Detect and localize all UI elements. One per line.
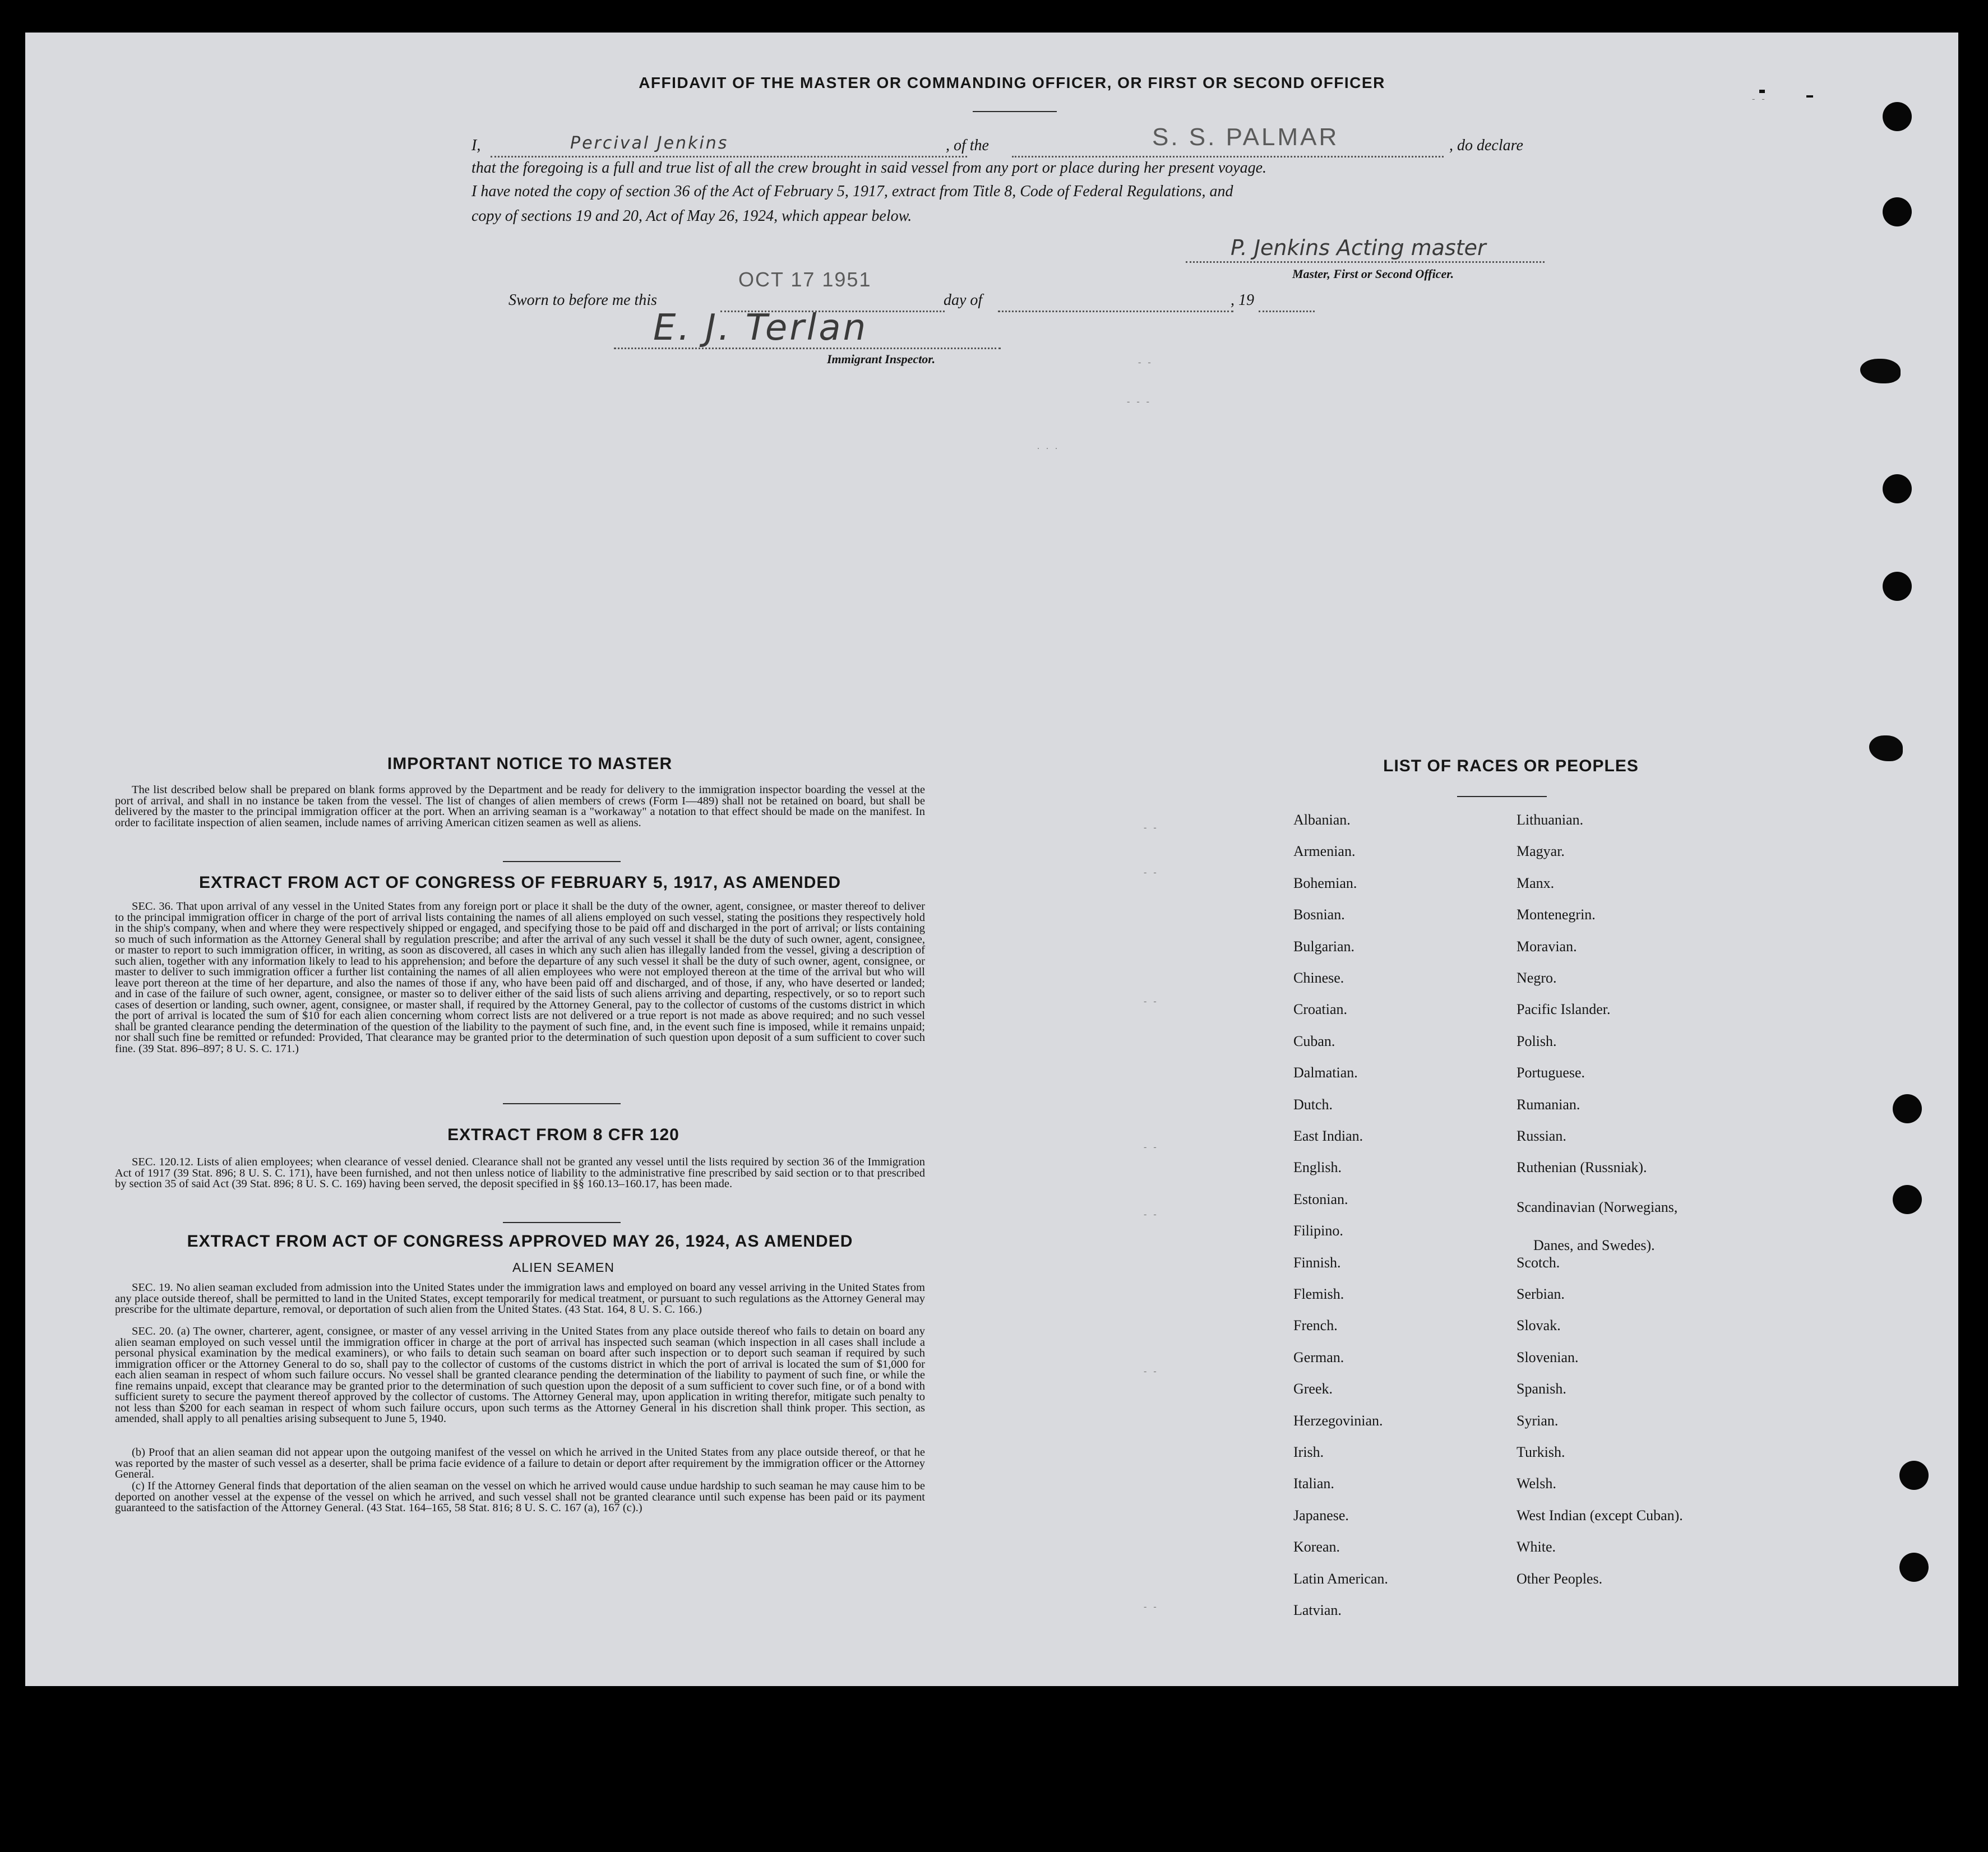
extract-1924-heading: EXTRACT FROM ACT OF CONGRESS APPROVED MAY 26, 1924, AS AMENDED xyxy=(187,1232,853,1251)
race-item: Bulgarian. xyxy=(1293,938,1355,955)
extract-1917-heading: EXTRACT FROM ACT OF CONGRESS OF FEBRUARY 5, 1917, AS AMENDED xyxy=(198,873,842,892)
binder-hole xyxy=(1883,572,1912,601)
race-item: English. xyxy=(1293,1159,1342,1176)
race-item: Magyar. xyxy=(1517,843,1565,860)
extract-1924-sec20b: (b) Proof that an alien seaman did not appear upon the outgoing manifest of the vessel on which he arrived in the United States from any place outside thereof, or that he was reported by the master of such vessel as a deserter, shall be prima facie evidence of a failure to detain or deport after requirement by the immigration officer or the Attorney General. xyxy=(115,1446,925,1480)
master-signature: P. Jenkins Acting master xyxy=(1231,235,1486,260)
race-item: Pacific Islander. xyxy=(1517,1001,1611,1018)
affidavit-i-label: I, xyxy=(471,137,481,154)
extract-1924-sec19: SEC. 19. No alien seaman excluded from admission into the United States under the immigration laws and employed on board any vessel arriving in the United States from any place outside thereof, shall be permitted to land in the United States, except temporarily for medical treatment, or pursuant to such regulations as the Attorney General may prescribe for the ultimate departure, removal, or deportation of such alien from the United States. (43 Stat. 164, 8 U. S. C. 166.) xyxy=(115,1281,925,1316)
master-name-line xyxy=(491,156,967,158)
column-marks: - - xyxy=(1144,823,1159,832)
notice-heading: IMPORTANT NOTICE TO MASTER xyxy=(387,754,673,773)
race-item: Armenian. xyxy=(1293,843,1356,860)
binder-hole xyxy=(1893,1185,1922,1214)
race-item: Korean. xyxy=(1293,1539,1340,1555)
binder-hole xyxy=(1899,1461,1929,1490)
affidavit-title: AFFIDAVIT OF THE MASTER OR COMMANDING OFFICER, OR FIRST OR SECOND OFFICER xyxy=(639,74,1385,91)
race-item: Bohemian. xyxy=(1293,874,1357,891)
column-marks: - - xyxy=(1752,94,1767,104)
document-page xyxy=(25,33,1958,1686)
race-item: French. xyxy=(1293,1317,1338,1334)
title-divider xyxy=(973,111,1057,112)
extract-cfr-divider xyxy=(503,1222,621,1223)
affidavit-body-line3: copy of sections 19 and 20, Act of May 26, 1924, which appear below. xyxy=(471,207,912,225)
race-item: Finnish. xyxy=(1293,1254,1341,1271)
of-the-label: , of the xyxy=(946,137,989,154)
column-marks: - - xyxy=(1144,1210,1159,1219)
race-item: Manx. xyxy=(1517,874,1555,891)
do-declare-label: , do declare xyxy=(1449,137,1523,154)
binder-hole xyxy=(1883,474,1912,503)
race-item: Montenegrin. xyxy=(1517,906,1596,923)
race-item: Rumanian. xyxy=(1517,1096,1580,1113)
inspector-caption: Immigrant Inspector. xyxy=(827,352,936,366)
sworn-label: Sworn to before me this xyxy=(508,291,657,309)
vessel-name-line xyxy=(1012,156,1444,158)
binder-hole xyxy=(1893,1094,1922,1123)
race-item: East Indian. xyxy=(1293,1128,1363,1144)
race-item: Negro. xyxy=(1517,970,1557,986)
extract-cfr-heading: EXTRACT FROM 8 CFR 120 xyxy=(447,1126,679,1144)
race-item: Russian. xyxy=(1517,1128,1566,1144)
affidavit-body-line2: I have noted the copy of section 36 of the Act of February 5, 1917, extract from Title 8, Code of Federal Regulations, and xyxy=(471,183,1233,200)
race-item: Japanese. xyxy=(1293,1507,1349,1524)
race-item: Scandinavian (Norwegians, xyxy=(1517,1198,1678,1215)
column-marks: - - xyxy=(1138,358,1153,367)
race-item: Irish. xyxy=(1293,1444,1324,1460)
column-marks: - - xyxy=(1144,1367,1159,1376)
vessel-name-stamp: S. S. PALMAR xyxy=(1152,123,1339,151)
column-marks: - - xyxy=(1144,1602,1159,1612)
race-item: Italian. xyxy=(1293,1475,1334,1492)
race-item: Latvian. xyxy=(1293,1602,1342,1618)
top-right-marks xyxy=(1759,90,1765,93)
race-item: Danes, and Swedes). xyxy=(1533,1237,1655,1254)
race-item: Flemish. xyxy=(1293,1286,1344,1302)
race-item: Greek. xyxy=(1293,1381,1333,1397)
column-marks: - - xyxy=(1144,997,1159,1006)
race-item: Welsh. xyxy=(1517,1475,1556,1492)
extract-1917-divider xyxy=(503,1103,621,1104)
race-item: Estonian. xyxy=(1293,1191,1348,1207)
top-right-marks xyxy=(1806,95,1813,98)
inspector-signature: E. J. Terlan xyxy=(653,307,868,349)
race-item: Slovenian. xyxy=(1517,1349,1579,1365)
extract-1917-text: SEC. 36. That upon arrival of any vessel in the United States from any foreign port or place it shall be the duty of the owner, agent, consignee, or master thereof to deliver to the principal immigration officer in charge of the port of arrival lists containing the names of all aliens employed on such vessel, stating the positions they respectively hold in the ship's company, when and where they were respectively shipped or engaged, and specifying those to be paid off and discharged in the port of arrival; or lists containing so much of such information as the Attorney General shall by regulation prescribe; and after the arrival of any such vessel it shall be the duty of such owner, agent, consignee, or master to report to such immigration officer, in writing, as soon as discovered, all cases in which any such alien has illegally landed from the vessel, giving a description of such alien, together with any information likely to lead to his apprehension; and before the departure of any such vessel it shall be the duty of such owner, agent, consignee, or master to deliver to such immigration officer a further list containing the names of all alien employees who were not employed thereon at the time of the arrival but who will leave port thereon at the time of her departure, and also the names of those if any, who have been paid off and discharged, and of those, if any, who have deserted or landed; and in case of the failure of such owner, agent, consignee, or master so to deliver either of the said lists of such aliens arriving and departing, respectively, or so to report such cases of desertion or landing, such owner, agent, consignee, or master shall, if required by the Attorney General, pay to the collector of customs of the customs district in which the port of arrival is located the sum of $10 for each alien concerning whom correct lists are not delivered or a true report is not made as above required; and no such vessel shall be granted clearance pending the determination of the question of the liability to the payment of such fine, and, in the event such fine is imposed, while it remains unpaid; nor shall such fine be remitted or refunded: Provided, That clearance may be granted prior to the determination of such question upon deposit of a sum sufficient to cover such fine. (39 Stat. 896–897; 8 U. S. C. 171.) xyxy=(115,900,925,1055)
column-marks: - - xyxy=(1144,1142,1159,1152)
race-item: Chinese. xyxy=(1293,970,1344,986)
race-item: Lithuanian. xyxy=(1517,812,1584,828)
race-item: Portuguese. xyxy=(1517,1064,1585,1081)
year-label: , 19 xyxy=(1231,291,1254,309)
races-divider xyxy=(1457,796,1547,797)
race-item: Slovak. xyxy=(1517,1317,1561,1334)
date-stamp: OCT 17 1951 xyxy=(738,268,872,291)
race-item: Cuban. xyxy=(1293,1033,1335,1049)
race-item: Croatian. xyxy=(1293,1001,1348,1018)
sworn-year-line xyxy=(1259,311,1315,312)
race-item: Dalmatian. xyxy=(1293,1064,1358,1081)
master-name-handwritten: Percival Jenkins xyxy=(570,133,729,153)
master-signature-line xyxy=(1186,261,1545,263)
race-item: Latin American. xyxy=(1293,1570,1388,1587)
race-item: Albanian. xyxy=(1293,812,1351,828)
race-item: Dutch. xyxy=(1293,1096,1333,1113)
race-item: Filipino. xyxy=(1293,1223,1343,1239)
binder-hole xyxy=(1883,197,1912,226)
race-item: Bosnian. xyxy=(1293,906,1345,923)
race-item: Moravian. xyxy=(1517,938,1577,955)
race-item: West Indian (except Cuban). xyxy=(1517,1507,1683,1524)
race-item: Turkish. xyxy=(1517,1444,1565,1460)
race-item: Serbian. xyxy=(1517,1286,1565,1302)
race-item: German. xyxy=(1293,1349,1344,1365)
race-item: Spanish. xyxy=(1517,1381,1566,1397)
race-item: White. xyxy=(1517,1539,1556,1555)
race-item: Syrian. xyxy=(1517,1412,1559,1429)
binder-hole xyxy=(1899,1553,1929,1582)
master-caption: Master, First or Second Officer. xyxy=(1292,267,1454,281)
race-item: Other Peoples. xyxy=(1517,1570,1603,1587)
affidavit-body-line1: that the foregoing is a full and true list of all the crew brought in said vessel from any port or place during her present voyage. xyxy=(471,159,1267,177)
day-of-label: day of xyxy=(944,291,983,309)
race-item: Ruthenian (Russniak). xyxy=(1517,1159,1647,1176)
extract-1924-subheading: ALIEN SEAMEN xyxy=(512,1260,614,1275)
race-item: Scotch. xyxy=(1517,1254,1560,1271)
races-heading: LIST OF RACES OR PEOPLES xyxy=(1383,757,1639,775)
race-item: Herzegovinian. xyxy=(1293,1412,1383,1429)
extract-cfr-text: SEC. 120.12. Lists of alien employees; when clearance of vessel denied. Clearance shall not be granted any vessel until the lists required by section 36 of the Immigration Act of 1917 (39 Stat. 896; 8 U. S. C. 171), have been furnished, and not then unless notice of liability to the administrative fine prescribed by said section or to that prescribed by section 35 of said Act (39 Stat. 896; 8 U. S. C. 169) having been served, the deposit specified in §§ 160.13–160.17, has been made. xyxy=(115,1156,925,1190)
notice-text: The list described below shall be prepared on blank forms approved by the Department and be ready for delivery to the immigration inspector boarding the vessel at the port of arrival, and shall in no instance be taken from the vessel. The list of changes of alien members of crews (Form I—489) shall not be retained on board, but shall be delivered by the master to the principal immigration officer at the port. When an arriving seaman is a "workaway" a notation to that effect should be made on the manifest. In order to facilitate inspection of alien seamen, include names of arriving American citizen seamen as well as aliens. xyxy=(115,784,925,829)
column-marks: - - xyxy=(1144,868,1159,877)
extract-1924-sec20c: (c) If the Attorney General finds that deportation of the alien seaman on the vessel on which he arrived would cause undue hardship to such seaman he may cause him to be deported on another vessel at the expense of the vessel on which he arrived, and such vessel shall not be granted clearance until such expense has been paid or its payment guaranteed to the satisfaction of the Attorney General. (43 Stat. 164–165, 58 Stat. 816; 8 U. S. C. 167 (a), 167 (c).) xyxy=(115,1480,925,1514)
column-marks: . . . xyxy=(1037,442,1060,451)
sworn-month-line xyxy=(998,311,1233,312)
column-marks: - - - xyxy=(1127,397,1152,406)
extract-1924-sec20a: SEC. 20. (a) The owner, charterer, agent, consignee, or master of any vessel arriving in the United States from any place outside thereof who fails to detain on board any alien seaman employed on such vessel until the immigration officer in charge at the port of arrival has inspected such seaman (which inspection in all cases shall include a personal physical examination by the medical examiners), or who fails to detain such seaman on board after such inspection or to deport such seaman if required by such immigration officer or the Attorney General to do so, shall pay to the collector of customs of the customs district in which the port of arrival is located the sum of $1,000 for each alien seaman in respect of whom such failure occurs. No vessel shall be granted clearance pending the determination of the liability to payment of such fine, or while the fine remains unpaid, except that clearance may be granted prior to the determination of such question upon the deposit of a sum sufficient to cover such fine, or of a bond with sufficient surety to secure the payment thereof approved by the collector of customs. The Attorney General may, upon application in writing therefor, mitigate such penalty to not less than $200 for each seaman in respect of whom such failure occurs, upon such terms as the Attorney General in his discretion shall think proper. This section, as amended, shall apply to all penalties arising subsequent to June 5, 1940. xyxy=(115,1325,925,1425)
binder-hole xyxy=(1883,102,1912,131)
race-item: Polish. xyxy=(1517,1033,1557,1049)
notice-divider xyxy=(503,861,621,862)
